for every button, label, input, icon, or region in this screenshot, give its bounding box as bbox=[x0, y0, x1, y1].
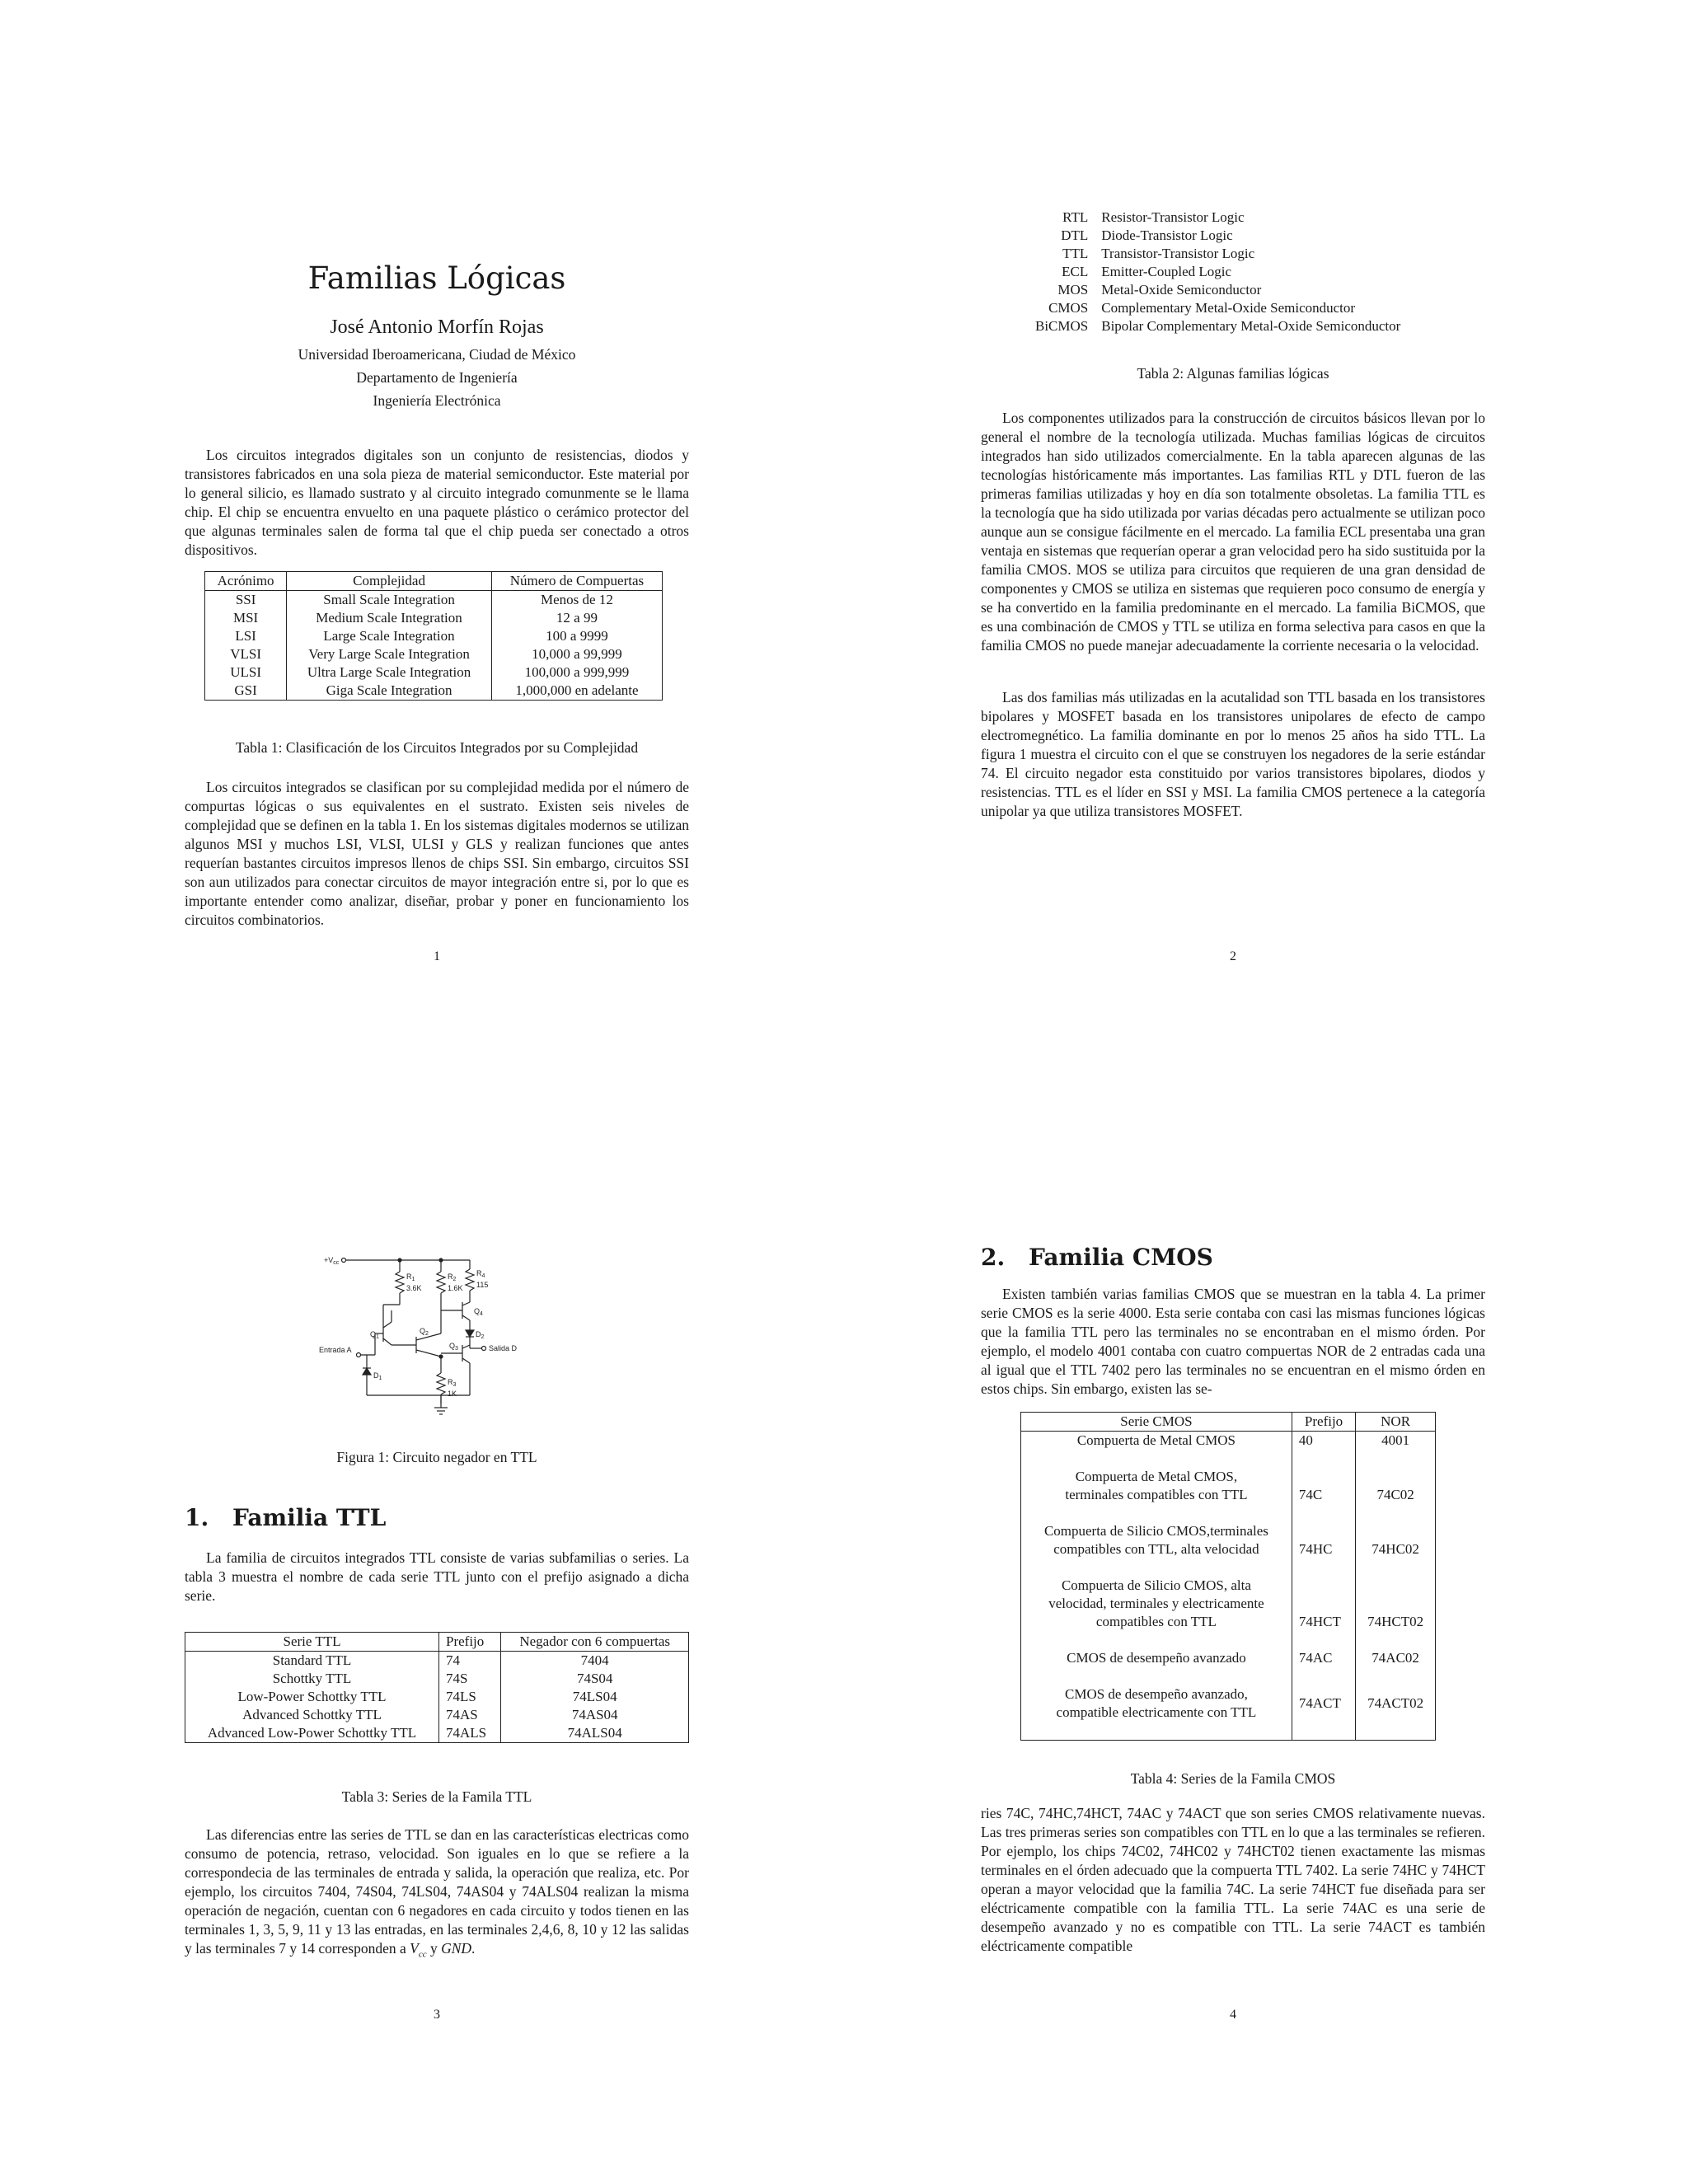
q4-label: $Q_4$ bbox=[474, 1307, 483, 1317]
table-cell: 10,000 a 99,999 bbox=[491, 645, 662, 663]
table-cell: Compuerta de Metal CMOS, terminales compatibles con TTL bbox=[1065, 1469, 1248, 1502]
table-cell: TTL bbox=[1062, 246, 1089, 261]
table-cell: 74AC02 bbox=[1356, 1631, 1436, 1667]
table-3 bbox=[185, 1632, 689, 1743]
table-cell: Diode-Transistor Logic bbox=[1101, 227, 1233, 243]
table-header: Acrónimo bbox=[205, 572, 287, 591]
table-header: NOR bbox=[1356, 1413, 1436, 1432]
table-cell: 74HC bbox=[1292, 1504, 1355, 1558]
table-cell: ECL bbox=[1062, 264, 1089, 279]
table-cell: 74ALS04 bbox=[501, 1724, 689, 1743]
table-row bbox=[1029, 299, 1407, 317]
table-cell: 74 bbox=[439, 1652, 501, 1671]
page-number: 2 bbox=[1230, 949, 1236, 963]
table-row bbox=[1029, 317, 1407, 335]
table-header: Serie TTL bbox=[185, 1633, 439, 1652]
ttl-inverter-circuit bbox=[317, 1251, 523, 1432]
table-3-caption: Tabla 3: Series de la Famila TTL bbox=[341, 1788, 532, 1805]
r4-label: $R_4$ bbox=[476, 1269, 485, 1279]
table-cell: GSI bbox=[234, 682, 257, 698]
table-row bbox=[1021, 1450, 1436, 1504]
table-row bbox=[1029, 227, 1407, 245]
table-cell: 74HC02 bbox=[1356, 1504, 1436, 1558]
table-header: Número de Compuertas bbox=[491, 572, 662, 591]
table-cell: 74S04 bbox=[501, 1670, 689, 1688]
paragraph-cmos-series: ries 74C, 74HC,74HCT, 74AC y 74ACT que son series CMOS relativamente nuevas. Las tres primeras series son compatibles con TTL en lo que a las terminales se refieren. Por ejemplo, los chips 74C02, 74HC02 y 74HCT02 tienen exactamente las mismas terminales en el órden adecuado que la compuerta TTL 7402. La serie 74HC y 74HCT operan a mayor velocidad que la familia 74C. La serie 74HCT fue diseñada para ser eléctricamente compatible con la familia TTL. La serie 74AC es una serie de desempeño avanzado y no es compatible con TTL. La serie 74ACT es también eléctricamente compatible bbox=[981, 1805, 1485, 1954]
table-cell: 74HCT bbox=[1292, 1558, 1355, 1631]
table-row bbox=[205, 682, 663, 701]
table-cell: ULSI bbox=[230, 664, 261, 680]
table-4-caption: Tabla 4: Series de la Famila CMOS bbox=[1130, 1770, 1336, 1787]
table-cell: Schottky TTL bbox=[272, 1671, 352, 1686]
table-row bbox=[1021, 1631, 1436, 1667]
table-cell: 100,000 a 999,999 bbox=[491, 663, 662, 682]
r1-label: $R_1$ bbox=[406, 1272, 415, 1282]
table-1 bbox=[204, 571, 663, 701]
table-cell: 74ACT02 bbox=[1356, 1667, 1436, 1741]
table-cell: MSI bbox=[232, 610, 259, 626]
r3-label: $R_3$ bbox=[448, 1378, 457, 1388]
page-number: 3 bbox=[434, 2008, 440, 2022]
section-title-cmos: 2. Familia CMOS bbox=[981, 1244, 1213, 1271]
table-row bbox=[1029, 209, 1407, 227]
table-cell: VLSI bbox=[230, 646, 261, 662]
table-row bbox=[185, 1688, 689, 1706]
table-header: Prefijo bbox=[439, 1633, 501, 1652]
table-row bbox=[205, 591, 663, 610]
intro-paragraph: Los circuitos integrados digitales son un conjunto de resistencias, diodos y transistores fabricados en una sola pieza de material semiconductor. Este material por lo general silicio, es llamado sustrato y al circuito integrado comunmente se le llama chip. El chip se encuentra envuelto en una paquete plástico o cerámico protector del que algunas terminales salen de forma tal que el chip pueda ser conectado a otros dispositivos. bbox=[185, 447, 689, 558]
table-cell: Large Scale Integration bbox=[287, 627, 492, 645]
output-label: Salida D bbox=[489, 1344, 518, 1352]
table-cell: Compuerta de Metal CMOS bbox=[1076, 1432, 1236, 1448]
q2-label: $Q_2$ bbox=[420, 1327, 429, 1337]
table-cell: LSI bbox=[235, 628, 256, 644]
table-row bbox=[185, 1724, 689, 1743]
table-header: Prefijo bbox=[1292, 1413, 1355, 1432]
table-cell: 74ACT bbox=[1292, 1667, 1355, 1741]
table-cell: 7404 bbox=[501, 1652, 689, 1671]
table-cell: Advanced Schottky TTL bbox=[242, 1707, 382, 1722]
table-header: Complejidad bbox=[287, 572, 492, 591]
r2-value: 1.6K bbox=[448, 1284, 463, 1292]
table-cell: 74ALS bbox=[439, 1724, 501, 1743]
table-cell: MOS bbox=[1057, 282, 1089, 298]
table-cell: Complementary Metal-Oxide Semiconductor bbox=[1101, 300, 1356, 316]
table-cell: Giga Scale Integration bbox=[287, 682, 492, 701]
table-cell: Compuerta de Silicio CMOS,terminales compatibles con TTL, alta velocidad bbox=[1043, 1523, 1268, 1557]
table-cell: 74HCT02 bbox=[1356, 1558, 1436, 1631]
table-cell: 74LS bbox=[439, 1688, 501, 1706]
table-cell: Standard TTL bbox=[272, 1652, 352, 1668]
d2-label: $D_2$ bbox=[476, 1330, 485, 1340]
paragraph-families: Las dos familias más utilizadas en la acutalidad son TTL basada en los transistores bipolares y MOSFET basada en los transistores unipolares de efecto de campo electromegnético. La familia dominante en por lo menos 25 años ha sido TTL. La figura 1 muestra el circuito con el que se construyen los negadores de la serie estándar 74. El circuito negador esta constituido por varios transistores bipolares, diodos y resistencias. TTL es el líder en SSI y MSI. La familia CMOS pertenece a la categoría unipolar ya que utiliza transistores MOSFET. bbox=[981, 689, 1485, 819]
table-row bbox=[185, 1706, 689, 1724]
table-cell: Advanced Low-Power Schottky TTL bbox=[207, 1725, 417, 1741]
table-cell: Bipolar Complementary Metal-Oxide Semiconductor bbox=[1101, 318, 1401, 334]
q3-label: $Q_3$ bbox=[449, 1342, 458, 1352]
table-row bbox=[205, 663, 663, 682]
table-cell: 1,000,000 en adelante bbox=[491, 682, 662, 701]
table-row bbox=[205, 627, 663, 645]
doc-title: Familias Lógicas bbox=[307, 260, 566, 296]
paragraph-complexity: Los circuitos integrados se clasifican por su complejidad medida por el número de compurtas lógicas o sus equivalentes en el sustrato. Existen seis niveles de complejidad que se definen en la tabla 1. En los sistemas digitales modernos se utilizan algunos MSI y muchos LSI, VLSI, ULSI y GLS y realizan funciones que antes requerían bastantes circuitos impresos llenos de chips SSI. Sin embargo, circuitos SSI son aun utilizados para conectar circuitos de mayor integración entre si, por lo que es importante entender como analizar, diseñar, probar y poner en funcionamiento los circuitos combinatorios. bbox=[185, 779, 689, 928]
table-cell: Small Scale Integration bbox=[287, 591, 492, 610]
table-row bbox=[1029, 281, 1407, 299]
vcc-label: $+V_{cc}$ bbox=[324, 1256, 340, 1266]
table-header: Negador con 6 compuertas bbox=[501, 1633, 689, 1652]
table-cell: 100 a 9999 bbox=[491, 627, 662, 645]
table-row bbox=[1021, 1432, 1436, 1451]
table-cell: Very Large Scale Integration bbox=[287, 645, 492, 663]
table-cell: CMOS bbox=[1048, 300, 1089, 316]
page-number: 1 bbox=[434, 949, 440, 963]
paragraph-cmos-intro: Existen también varias familias CMOS que se muestran en la tabla 4. La primer serie CMOS es la serie 4000. Esta serie contaba con casi las mismas funciones lógicas que la familia TTL pero las terminales no se encontraban en el mismo órden. Por ejemplo, el modelo 4001 contaba con cuatro compuertas NOR de 2 entradas cada una al igual que el TTL 7402 pero las terminales no se encuentran en el mismo órden en estos chips. Sin embargo, existen las se- bbox=[981, 1286, 1485, 1397]
paragraph-ttl-intro: La familia de circuitos integrados TTL consiste de varias subfamilias o series. La tabla 3 muestra el nombre de cada serie TTL junto con el prefijo asignado a dicha serie. bbox=[185, 1549, 689, 1604]
table-row bbox=[205, 645, 663, 663]
table-row bbox=[1021, 1504, 1436, 1558]
table-cell: Metal-Oxide Semiconductor bbox=[1101, 282, 1262, 298]
r1-value: 3.6K bbox=[406, 1284, 422, 1292]
table-2 bbox=[1029, 209, 1407, 335]
paragraph-components: Los componentes utilizados para la construcción de circuitos básicos llevan por lo general el nombre de la tecnología utilizada. Muchas familias lógicas de circuitos integrados han sido utilizados comercialmente. En la tabla aparecen algunas de las tecnologías históricamente más importantes. Las familias RTL y DTL fueron de las primeras familias utilizadas y hoy en día son totalmente obsoletas. La familia TTL es la tecnología que ha sido utilizada por varias décadas pero actualmente se utilizan poco aunque aun se consigue fácilmente en el mercado. La familia ECL presentaba una gran ventaja en sistemas que requerían operar a gran velocidad pero ha sido sustituida por la familia CMOS. MOS se utiliza para circuitos que requieren de una gran densidad de componentes y CMOS se utiliza en sistemas que requieren poco consumo de energía y se ha convertido en la familia predominante en el mercado. La familia BiCMOS, que es una combinación de CMOS y TTL se utiliza en forma selectiva para casos en que la familia CMOS no puede manejar adecuadamente la corriente necesaria o la velocidad. bbox=[981, 410, 1485, 654]
affiliation-1: Universidad Iberoamericana, Ciudad de México bbox=[298, 346, 576, 363]
table-cell: Low-Power Schottky TTL bbox=[237, 1689, 387, 1704]
table-cell: Medium Scale Integration bbox=[287, 609, 492, 627]
table-cell: RTL bbox=[1062, 209, 1089, 225]
d1-label: $D_1$ bbox=[373, 1371, 382, 1381]
r3-value: 1K bbox=[448, 1390, 457, 1398]
q1-label: $Q_1$ bbox=[370, 1330, 379, 1340]
table-cell: DTL bbox=[1061, 227, 1089, 243]
table-cell: 12 a 99 bbox=[491, 609, 662, 627]
table-cell: SSI bbox=[235, 592, 256, 607]
table-cell: 74C02 bbox=[1356, 1450, 1436, 1504]
input-label: Entrada A bbox=[319, 1346, 352, 1354]
table-1-caption: Tabla 1: Clasificación de los Circuitos Integrados por su Complejidad bbox=[235, 739, 639, 756]
table-cell: 74AC bbox=[1292, 1631, 1355, 1667]
table-2-caption: Tabla 2: Algunas familias lógicas bbox=[1137, 365, 1329, 382]
table-cell: Resistor-Transistor Logic bbox=[1101, 209, 1245, 225]
table-cell: 4001 bbox=[1356, 1432, 1436, 1451]
figure-1-caption: Figura 1: Circuito negador en TTL bbox=[336, 1449, 537, 1465]
table-cell: 74AS04 bbox=[501, 1706, 689, 1724]
table-cell: CMOS de desempeño avanzado, compatible electricamente con TTL bbox=[1056, 1686, 1257, 1720]
table-cell: BiCMOS bbox=[1035, 318, 1089, 334]
r4-value: 115 bbox=[476, 1281, 489, 1289]
table-cell: 74LS04 bbox=[501, 1688, 689, 1706]
table-row bbox=[185, 1652, 689, 1671]
table-header: Serie CMOS bbox=[1021, 1413, 1292, 1432]
paragraph-ttl-series: Las diferencias entre las series de TTL se dan en las características electricas como consumo de potencia, retraso, velocidad. Son iguales en lo que se refiere a la correspondecia de las terminales de entrada y salida, la operación que realiza, etc. Por ejemplo, los circuitos 7404, 74S04, 74LS04, 74AS04 y 74ALS04 realizan la misma operación de negación, cuentan con 6 negadores en cada circuito y todos tienen en las terminales 1, 3, 5, 9, 11 y 13 las entradas, en las terminales 2,4,6, 8, 10 y 12 las salidas y las terminales 7 y 14 corresponden a $V_{cc}$ y GND. bbox=[185, 1826, 689, 1960]
table-cell: Ultra Large Scale Integration bbox=[287, 663, 492, 682]
table-cell: 74AS bbox=[439, 1706, 501, 1724]
table-cell: Transistor-Transistor Logic bbox=[1101, 246, 1255, 261]
table-cell: 74S bbox=[439, 1670, 501, 1688]
table-cell: 74C bbox=[1292, 1450, 1355, 1504]
page-number: 4 bbox=[1230, 2008, 1236, 2022]
table-cell: Emitter-Coupled Logic bbox=[1101, 264, 1232, 279]
table-row bbox=[1021, 1558, 1436, 1631]
table-cell: Compuerta de Silicio CMOS, alta velocidad, terminales y electricamente compatibles con TTL bbox=[1048, 1577, 1264, 1629]
r2-label: $R_2$ bbox=[448, 1272, 457, 1282]
table-row bbox=[1029, 263, 1407, 281]
table-cell: 40 bbox=[1292, 1432, 1355, 1451]
table-cell: Menos de 12 bbox=[491, 591, 662, 610]
affiliation-2: Departamento de Ingeniería bbox=[356, 369, 518, 386]
table-4 bbox=[1020, 1412, 1436, 1741]
table-row bbox=[1021, 1667, 1436, 1741]
table-cell: CMOS de desempeño avanzado bbox=[1067, 1650, 1246, 1666]
author: José Antonio Morfín Rojas bbox=[330, 316, 544, 338]
table-row bbox=[1029, 245, 1407, 263]
affiliation-3: Ingeniería Electrónica bbox=[373, 392, 501, 409]
section-title-ttl: 1. Familia TTL bbox=[185, 1504, 387, 1531]
table-row bbox=[185, 1670, 689, 1688]
table-row bbox=[205, 609, 663, 627]
